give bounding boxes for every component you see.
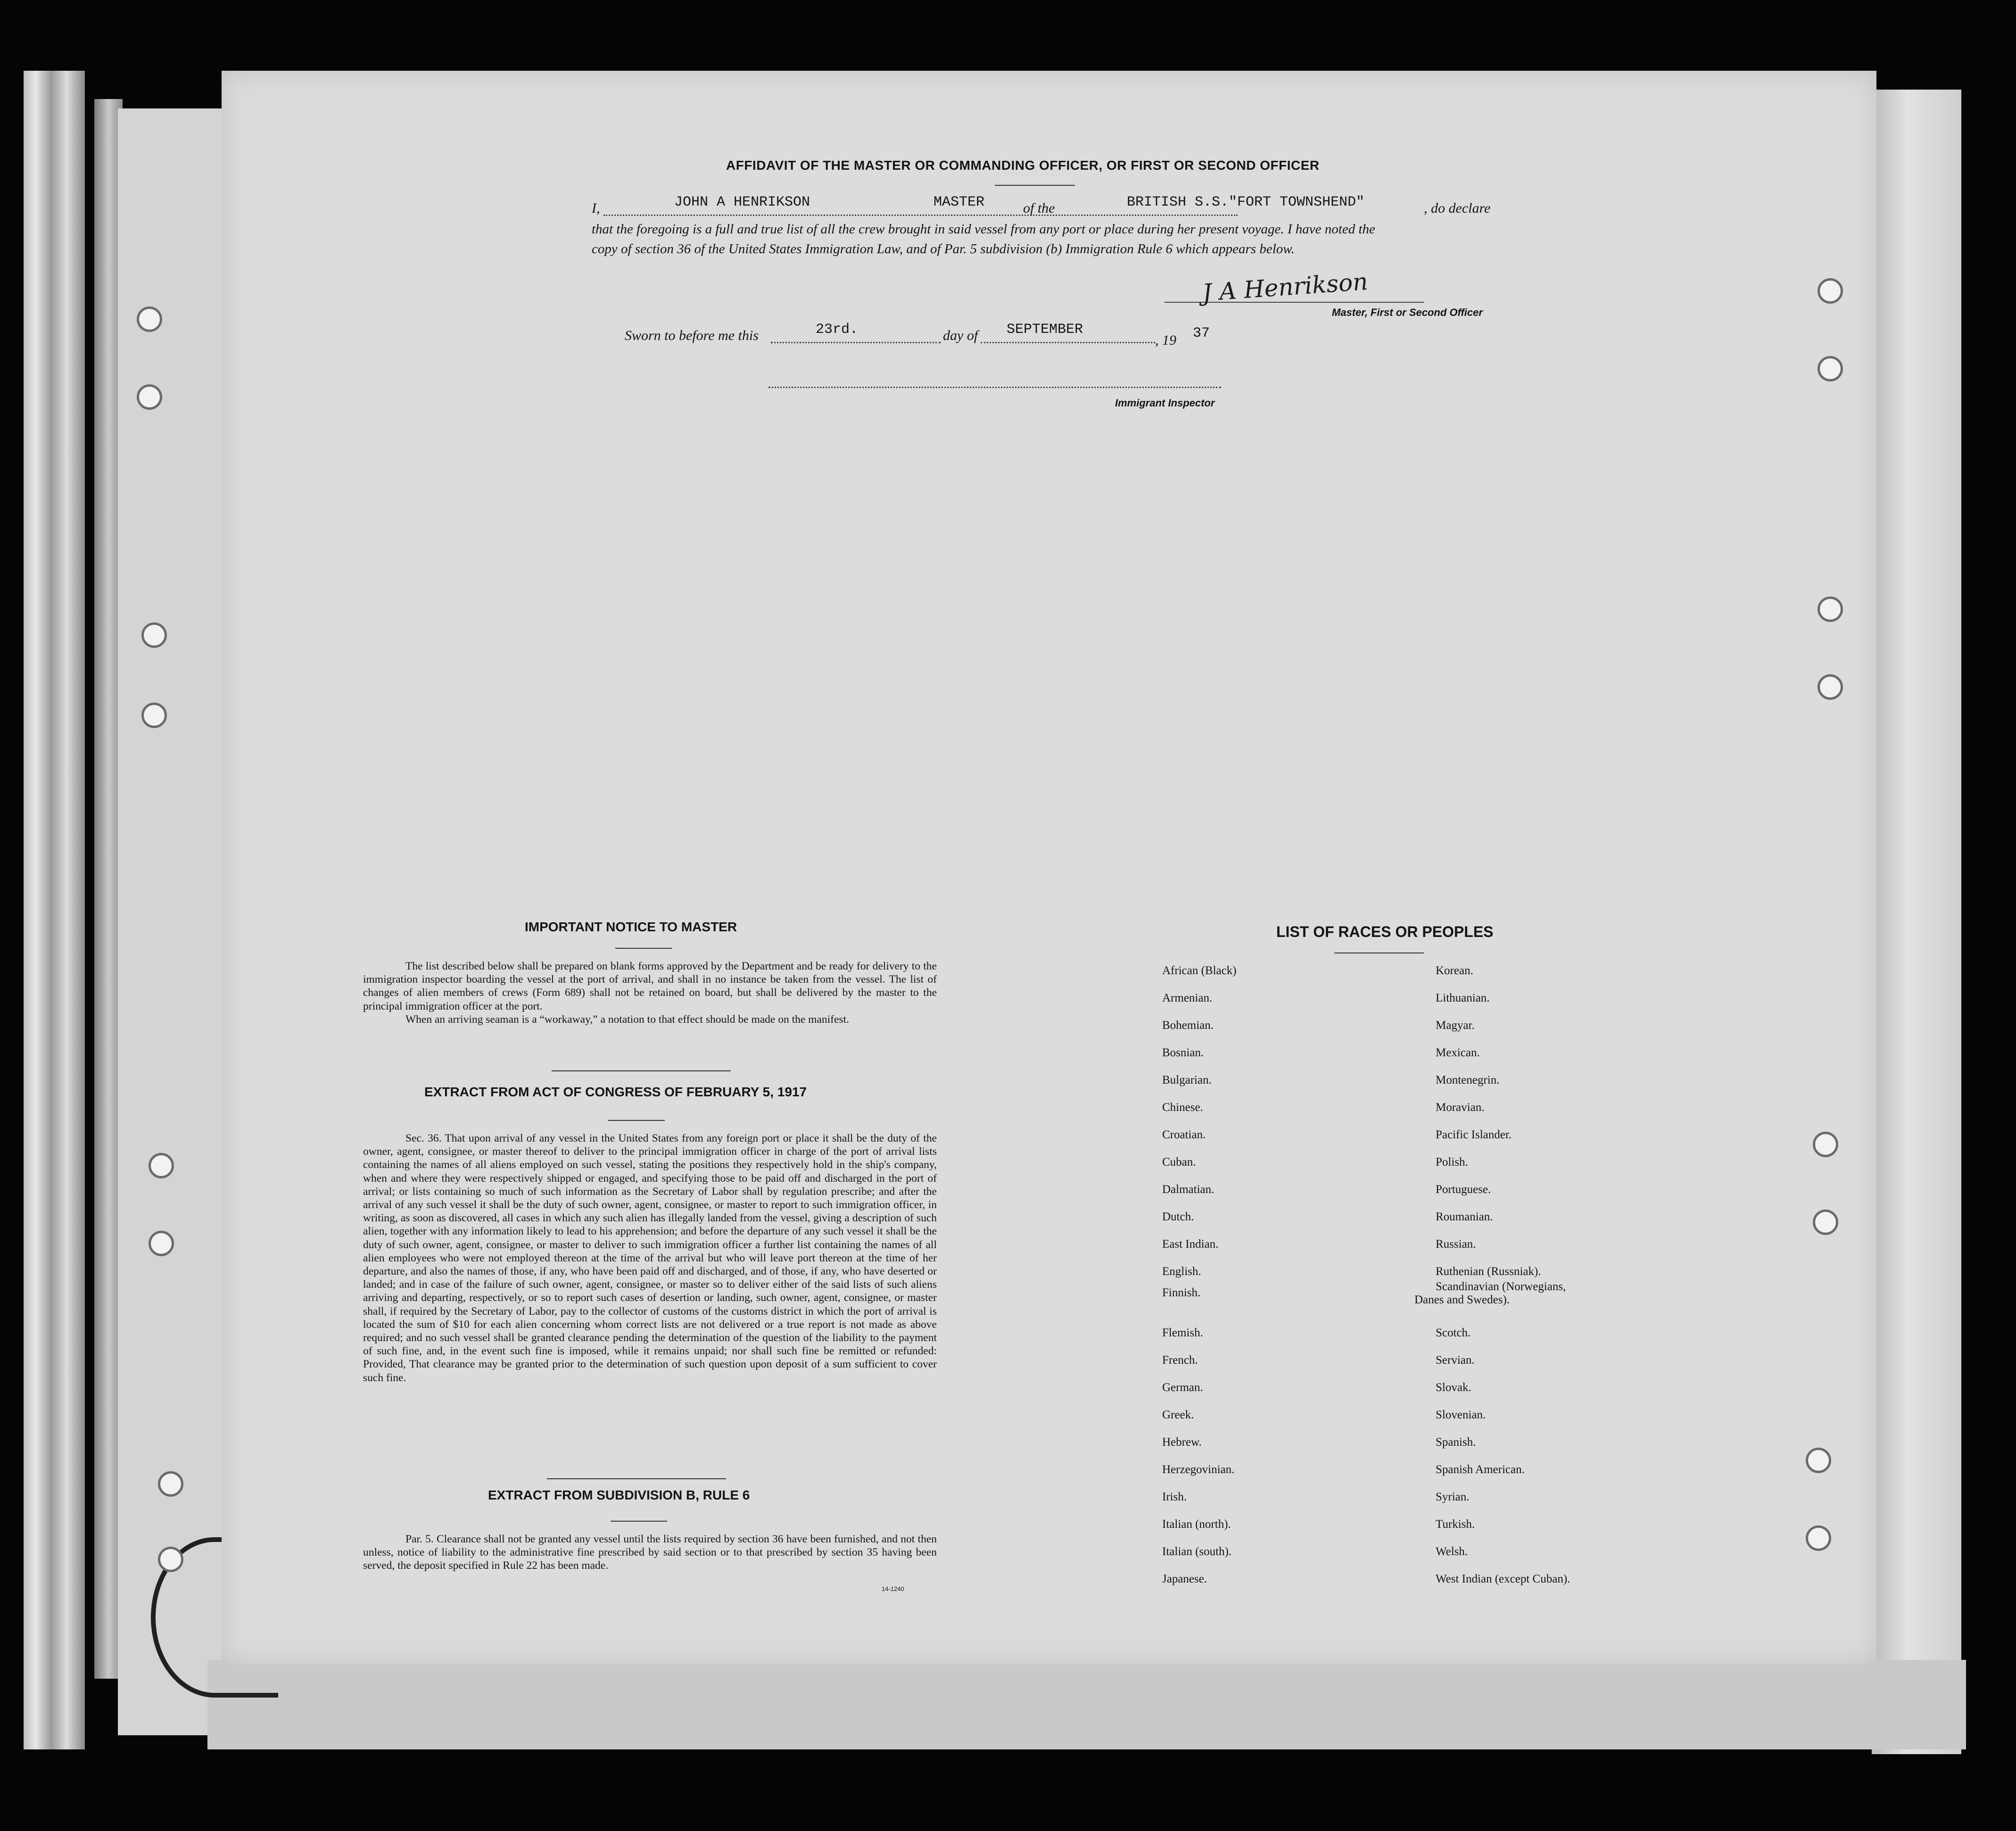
section-36-text: Sec. 36. That upon arrival of any vessel in the United States from any foreign port or place it shall be the duty of the owner, agent, consignee, or master thereof to deliver to the principal immigration officer in charge of the port of arrival lists containing the names of all aliens employed on such vessel, stating the positions they respectively hold in the ship's company, when and where they were respectively shipped or engaged, and specifying those to be paid off and discharged in the port of arrival; or lists containing so much of such information as the Secretary of Labor shall by regulation prescribe; and after the arrival of any such vessel it shall be the duty of such owner, agent, consignee, or master to report to such immigration officer, in writing, as soon as discovered, all cases in which any such alien has illegally landed from the vessel, giving a description of such alien, together with any information likely to lead to his apprehension; and before the departure of any such vessel it shall be the duty of such owner, agent, consignee, or master to deliver to such immigration officer a further list containing the names of all alien employees who were not employed thereon at the time of the arrival but who will leave port thereon at the time of her departure, and also the names of those, if any, who have been paid off and discharged, and of those, if any, who have deserted or landed; and in case of the failure of such owner, agent, consignee, or master so to deliver either of the said lists of such aliens arriving and departing, respectively, or so to report such cases of desertion or landing, such owner, agent, consignee, or master shall, if required by the Secretary of Labor, pay to the collector of customs of the customs district in which the port of arrival is located the sum of $10 for each alien concerning whom correct lists are not delivered or a true report is not made as above required; and no such vessel shall be granted clearance pending the determination of the question of the liability to the payment of such fine, and, in the event such fine is imposed, while it remains unpaid; nor shall such fine be remitted or refunded: Provided, That clearance may be granted prior to the determination of such question upon deposit of a sum sufficient to cover such fine. [363, 1132, 937, 1384]
notice-text [363, 960, 937, 1026]
punch-hole [1818, 278, 1843, 304]
race-item: Armenian. [1162, 992, 1213, 1004]
race-item: Servian. [1436, 1354, 1475, 1367]
race-item: Bulgarian. [1162, 1074, 1212, 1086]
stacked-pages-bottom [207, 1660, 1966, 1749]
punch-hole [141, 703, 167, 728]
signature-caption: Master, First or Second Officer [1332, 307, 1483, 318]
notice-paragraph-1: The list described below shall be prepared on blank forms approved by the Department and be ready for delivery to the immigration inspector boarding the vessel at the port of arrival, and shall in no instance be taken from the vessel. The list of changes of alien members of crews (Form 689) shall not be retained on board, but shall be delivered by the master to the principal immigration officer at the port. [363, 960, 937, 1012]
day-of-label: day of [943, 328, 978, 343]
race-item: Polish. [1436, 1156, 1468, 1168]
race-item: Flemish. [1162, 1326, 1203, 1339]
divider [608, 1120, 665, 1121]
race-item: Cuban. [1162, 1156, 1196, 1168]
race-item: German. [1162, 1381, 1203, 1394]
stacked-pages-left [24, 71, 85, 1749]
race-item: Dutch. [1162, 1210, 1194, 1223]
race-item: Spanish. [1436, 1436, 1476, 1449]
race-item: Scandinavian (Norwegians, [1436, 1280, 1566, 1293]
year-prefix: , 19 [1155, 332, 1176, 348]
affidavit-i-label: I, [592, 200, 600, 216]
punch-hole [149, 1153, 174, 1178]
inspector-line [768, 387, 1221, 388]
race-item: French. [1162, 1354, 1198, 1367]
race-item: Syrian. [1436, 1491, 1470, 1503]
race-item: Bosnian. [1162, 1046, 1204, 1059]
race-item: Welsh. [1436, 1545, 1468, 1558]
extract-act-title: EXTRACT FROM ACT OF CONGRESS OF FEBRUARY 5, 1917 [424, 1085, 807, 1099]
race-item: Roumanian. [1436, 1210, 1493, 1223]
race-item: Korean. [1436, 964, 1473, 977]
punch-hole [1806, 1448, 1831, 1473]
race-item: Scotch. [1436, 1326, 1471, 1339]
race-item: Japanese. [1162, 1573, 1207, 1585]
name-line [603, 215, 1238, 216]
do-declare-label: , do declare [1424, 200, 1491, 216]
race-item: Spanish American. [1436, 1463, 1525, 1476]
race-item: Herzegovinian. [1162, 1463, 1235, 1476]
race-item: Slovenian. [1436, 1408, 1486, 1421]
punch-hole [1818, 356, 1843, 381]
punch-hole [158, 1471, 183, 1497]
affidavit-line-3: copy of section 36 of the United States Immigration Law, and of Par. 5 subdivision (b) Immigration Rule 6 which appears below. [592, 241, 1295, 257]
punch-hole [1813, 1132, 1838, 1157]
master-name: JOHN A HENRIKSON [674, 194, 810, 210]
of-the-label: of the [1023, 200, 1055, 216]
sworn-day: 23rd. [816, 322, 859, 338]
race-item: Portuguese. [1436, 1183, 1491, 1196]
master-signature: J A Henrikson [1201, 267, 1369, 307]
race-item: Finnish. [1162, 1286, 1201, 1299]
race-item: English. [1162, 1265, 1201, 1278]
race-item: West Indian (except Cuban). [1436, 1573, 1570, 1585]
punch-hole [137, 307, 162, 332]
affidavit-title: AFFIDAVIT OF THE MASTER OR COMMANDING OFFICER, OR FIRST OR SECOND OFFICER [726, 158, 1320, 173]
race-item: Dalmatian. [1162, 1183, 1215, 1196]
extract-rule-text [363, 1533, 937, 1573]
race-item: Irish. [1162, 1491, 1187, 1503]
race-item: Lithuanian. [1436, 992, 1490, 1004]
race-item: Slovak. [1436, 1381, 1471, 1394]
race-item: Chinese. [1162, 1101, 1203, 1114]
race-item: Pacific Islander. [1436, 1128, 1512, 1141]
race-item: Montenegrin. [1436, 1074, 1500, 1086]
punch-hole [141, 622, 167, 648]
race-item: Mexican. [1436, 1046, 1480, 1059]
vessel-name: BRITISH S.S."FORT TOWNSHEND" [1127, 194, 1365, 210]
sworn-label: Sworn to before me this [625, 328, 759, 343]
master-rank: MASTER [934, 194, 985, 210]
sworn-day-line [771, 342, 941, 343]
punch-hole [137, 384, 162, 410]
race-item: Russian. [1436, 1238, 1476, 1251]
race-item: Hebrew. [1162, 1436, 1202, 1449]
stacked-pages-right [1872, 90, 1961, 1754]
race-item: Ruthenian (Russniak). [1436, 1265, 1541, 1278]
races-title: LIST OF RACES OR PEOPLES [1276, 923, 1494, 940]
race-item: Bohemian. [1162, 1019, 1214, 1032]
race-item: Magyar. [1436, 1019, 1475, 1032]
extract-act-text [363, 1132, 937, 1384]
punch-hole [1813, 1210, 1838, 1235]
race-item: Croatian. [1162, 1128, 1206, 1141]
punch-hole [158, 1547, 183, 1572]
punch-hole [1818, 597, 1843, 622]
divider [611, 1521, 667, 1522]
punch-hole [1806, 1525, 1831, 1551]
extract-rule-title: EXTRACT FROM SUBDIVISION B, RULE 6 [488, 1488, 750, 1502]
punch-hole [1818, 674, 1843, 700]
inspector-caption: Immigrant Inspector [1115, 397, 1215, 409]
affidavit-line-2: that the foregoing is a full and true list of all the crew brought in said vessel from any port or place during her present voyage. I have noted the [592, 222, 1375, 237]
race-item: Turkish. [1436, 1518, 1475, 1531]
form-page [222, 71, 1876, 1665]
form-number: 14-1240 [882, 1585, 904, 1592]
race-item: Italian (south). [1162, 1545, 1232, 1558]
sworn-month: SEPTEMBER [1007, 322, 1083, 338]
sworn-year: 37 [1193, 325, 1210, 341]
race-item: African (Black) [1162, 964, 1237, 977]
race-item-continuation: Danes and Swedes). [1414, 1293, 1510, 1306]
punch-hole [149, 1231, 174, 1256]
notice-paragraph-2: When an arriving seaman is a “workaway,” a notation to that effect should be made on the manifest. [405, 1013, 849, 1026]
race-item: Moravian. [1436, 1101, 1485, 1114]
divider [615, 948, 672, 949]
divider [552, 1070, 731, 1071]
par-5-text: Par. 5. Clearance shall not be granted any vessel until the lists required by section 36 have been furnished, and not then unless, notice of liability to the administrative fine prescribed by said section or to that prescribed by section 35 having been served, the deposit specified in Rule 22 has been made. [363, 1533, 937, 1572]
sworn-month-line [981, 342, 1155, 343]
race-item: Greek. [1162, 1408, 1194, 1421]
notice-title: IMPORTANT NOTICE TO MASTER [525, 920, 737, 934]
divider [547, 1478, 726, 1479]
race-item: East Indian. [1162, 1238, 1219, 1251]
divider [995, 185, 1075, 186]
race-item: Italian (north). [1162, 1518, 1231, 1531]
